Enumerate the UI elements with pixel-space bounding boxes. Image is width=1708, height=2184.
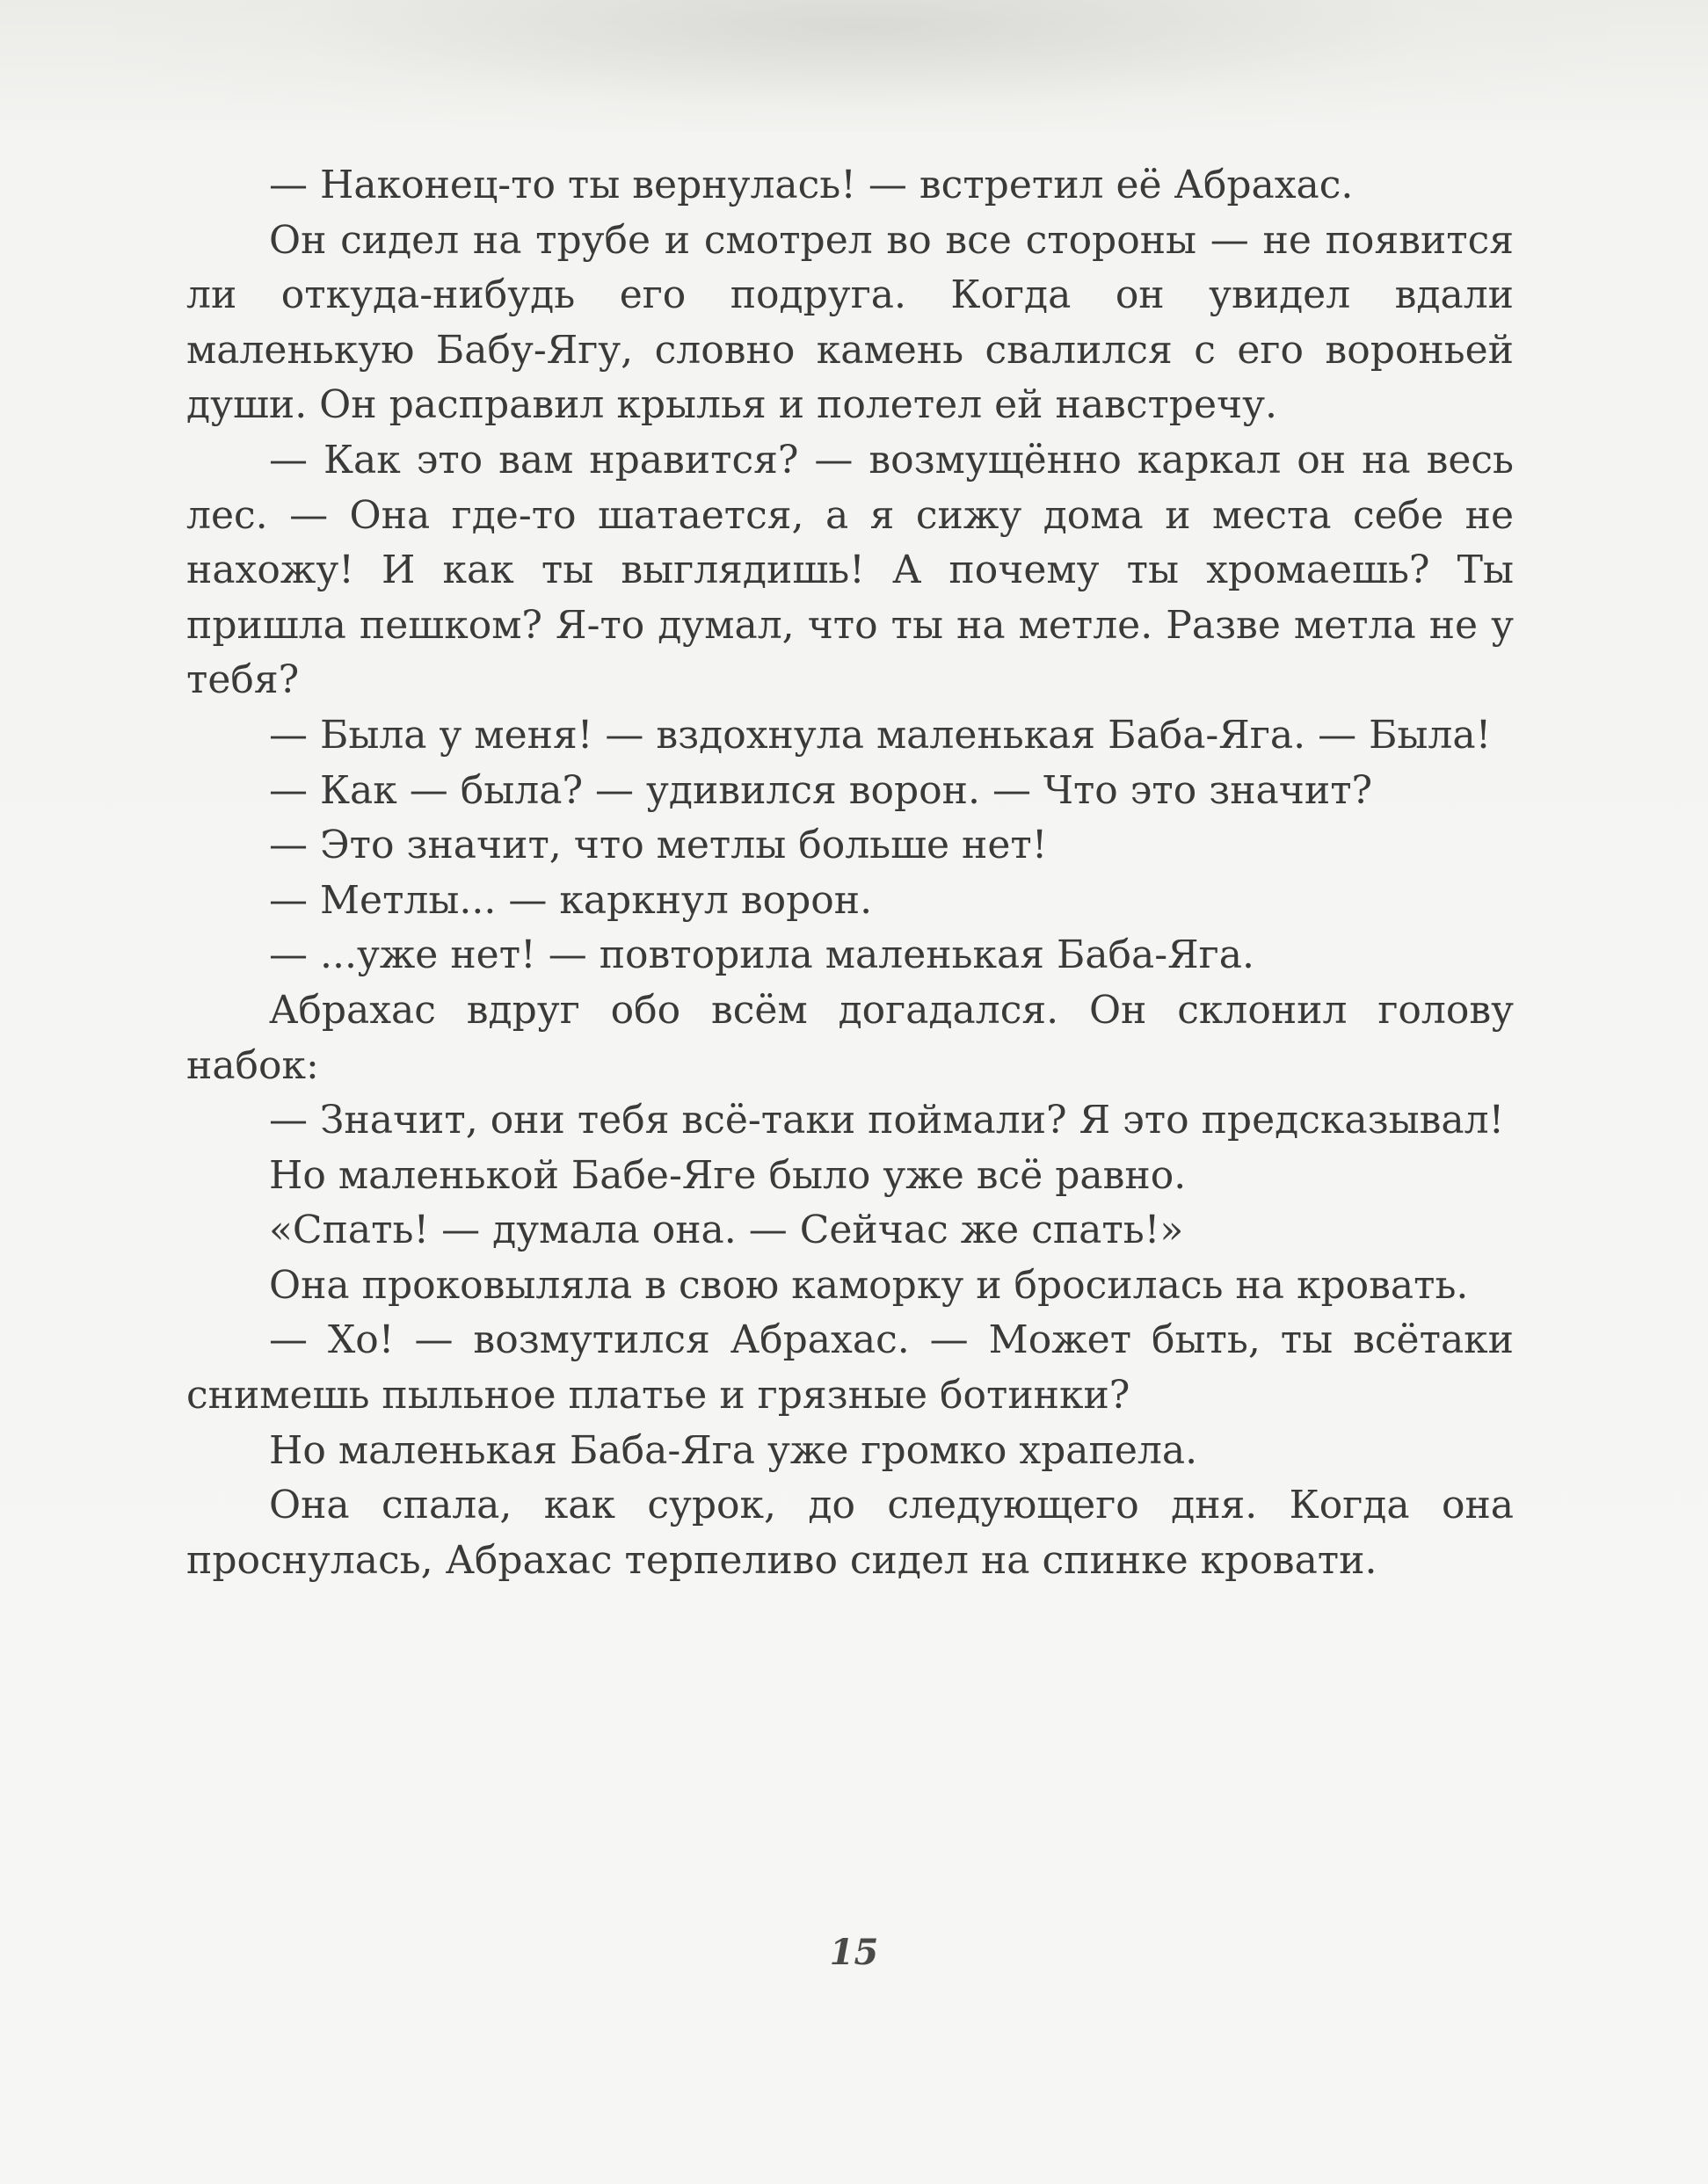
paragraph: — Была у меня! — вздохнула маленькая Баба-Яга. — Была! (269, 712, 1492, 758)
paragraph: — ...уже нет! — повторила маленькая Баба-Яга. (269, 932, 1254, 978)
paragraph: — Как это вам нравится? — возмущённо каркал он на весь лес. — Она где-то шатается, а я сижу дома и места себе не нахожу! И как ты выглядишь! А почему ты хромаешь? Ты пришла пешком? Я-то думал, что ты на метле. Разве метла не у тебя? (186, 437, 1514, 703)
paragraph: Но маленькая Баба-Яга уже громко храпела. (269, 1427, 1198, 1473)
paragraph: Она спала, как сурок, до следующего дня. Когда она проснулась, Абрахас терпеливо сидел на спинке кровати. (186, 1483, 1514, 1583)
scan-smudge (114, 0, 1609, 132)
page-text (186, 158, 1514, 1588)
paragraph: — Метлы... — каркнул ворон. (269, 877, 873, 923)
page-number: 15 (829, 1932, 879, 1973)
paragraph: — Значит, они тебя всё-таки поймали? Я это предсказывал! (269, 1098, 1505, 1143)
paragraph: Она проковыляла в свою каморку и бросилась на кровать. (269, 1262, 1469, 1308)
paragraph: — Как — была? — удивился ворон. — Что это значит? (269, 767, 1373, 813)
paragraph: — Наконец-то ты вернулась! — встретил её Абрахас. (269, 163, 1354, 207)
paragraph: Но маленькой Бабе-Яге было уже всё равно. (269, 1152, 1187, 1198)
paragraph: «Спать! — думала она. — Сейчас же спать!» (269, 1208, 1184, 1253)
paragraph: Абрахас вдруг обо всём догадался. Он склонил голову набок: (186, 987, 1514, 1088)
paragraph: — Хо! — возмутился Абрахас. — Может быть, ты всётаки снимешь пыльное платье и грязные ботинки? (186, 1317, 1514, 1419)
paragraph: Он сидел на трубе и смотрел во все стороны — не появится ли откуда-нибудь его подруга. Когда он увидел вдали маленькую Бабу-Ягу, словно камень свалился с его вороньей души. Он расправил крылья и полетел ей навстречу. (186, 217, 1514, 428)
paragraph: — Это значит, что метлы больше нет! (269, 823, 1048, 868)
